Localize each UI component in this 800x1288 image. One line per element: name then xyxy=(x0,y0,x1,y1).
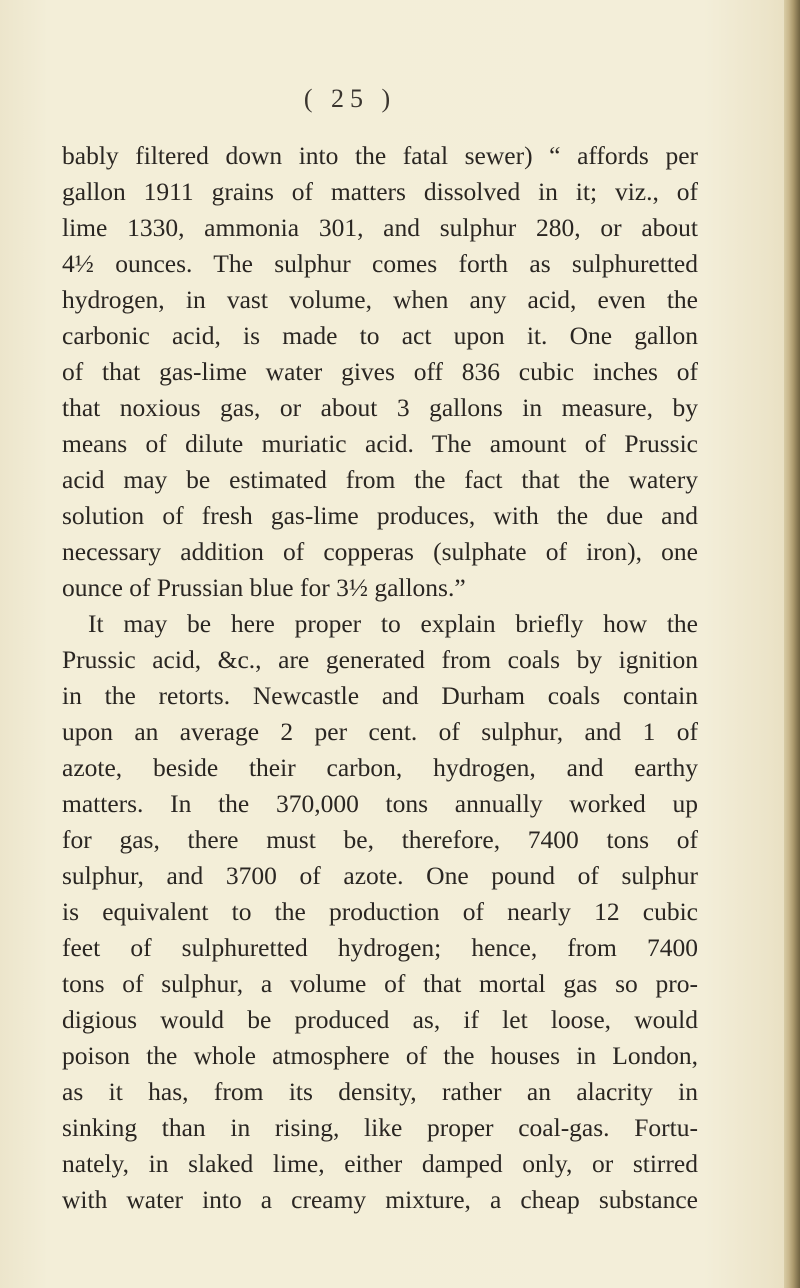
text-line: Prussic acid, &c., are generated from coals by ignition xyxy=(62,645,698,674)
text-line: digious would be produced as, if let loose, would xyxy=(62,1005,698,1034)
text-line: feet of sulphuretted hydrogen; hence, from 7400 xyxy=(62,933,698,962)
text-line: as it has, from its density, rather an alacrity in xyxy=(62,1077,698,1106)
text-line: carbonic acid, is made to act upon it. One gallon xyxy=(62,321,698,350)
text-line: necessary addition of copperas (sulphate of iron), one xyxy=(62,537,698,566)
text-line: lime 1330, ammonia 301, and sulphur 280, or about xyxy=(62,213,698,242)
text-line: acid may be estimated from the fact that the watery xyxy=(62,465,698,494)
text-line: for gas, there must be, therefore, 7400 tons of xyxy=(62,825,698,854)
text-line: azote, beside their carbon, hydrogen, and earthy xyxy=(62,753,698,782)
text-line: sinking than in rising, like proper coal-gas. Fortu- xyxy=(62,1113,698,1142)
text-line: tons of sulphur, a volume of that mortal gas so pro- xyxy=(62,969,698,998)
text-line: is equivalent to the production of nearly 12 cubic xyxy=(62,897,698,926)
text-line: matters. In the 370,000 tons annually worked up xyxy=(62,789,698,818)
paragraph-start-line: It may be here proper to explain briefly how the xyxy=(88,609,698,638)
text-line: that noxious gas, or about 3 gallons in measure, by xyxy=(62,393,698,422)
text-line: bably filtered down into the fatal sewer) “ affords per xyxy=(62,141,698,170)
text-line: with water into a creamy mixture, a cheap substance xyxy=(62,1185,698,1214)
text-line: means of dilute muriatic acid. The amount of Prussic xyxy=(62,429,698,458)
text-line: solution of fresh gas-lime produces, with the due and xyxy=(62,501,698,530)
text-line: gallon 1911 grains of matters dissolved in it; viz., of xyxy=(62,177,698,206)
body-text xyxy=(62,138,698,1218)
text-line: poison the whole atmosphere of the houses in London, xyxy=(62,1041,698,1070)
page-number: ( 25 ) xyxy=(303,84,397,113)
text-line: in the retorts. Newcastle and Durham coals contain xyxy=(62,681,698,710)
text-line: sulphur, and 3700 of azote. One pound of sulphur xyxy=(62,861,698,890)
text-line: upon an average 2 per cent. of sulphur, and 1 of xyxy=(62,717,698,746)
text-line: of that gas-lime water gives off 836 cubic inches of xyxy=(62,357,698,386)
page-binding-edge xyxy=(784,0,800,1288)
paragraph-end-line: ounce of Prussian blue for 3½ gallons.” xyxy=(62,573,466,602)
text-line: nately, in slaked lime, either damped only, or stirred xyxy=(62,1149,698,1178)
text-line: hydrogen, in vast volume, when any acid, even the xyxy=(62,285,698,314)
text-line: 4½ ounces. The sulphur comes forth as sulphuretted xyxy=(62,249,698,278)
